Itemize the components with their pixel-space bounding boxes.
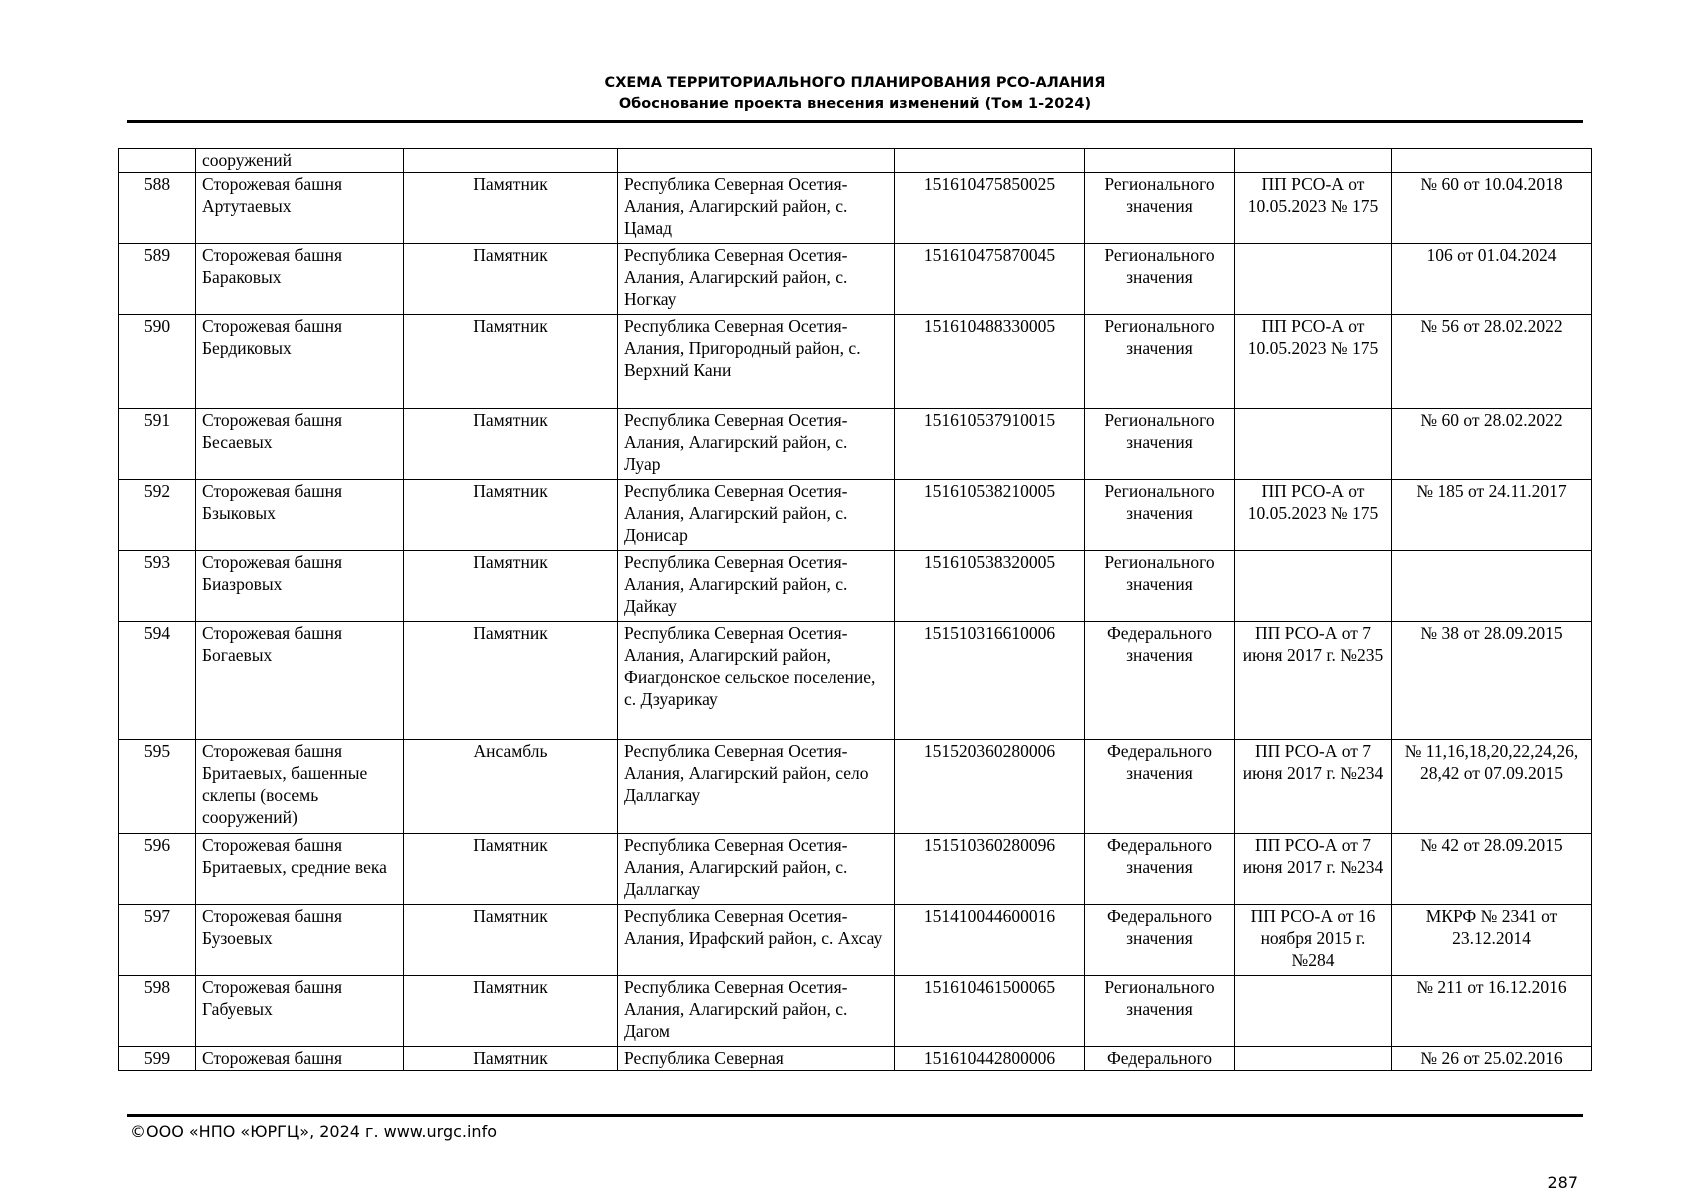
cell-address: Республика Северная Осетия-Алания, Пригородный район, с. Верхний Кани — [618, 315, 895, 409]
cell-type: Памятник — [404, 1047, 618, 1071]
cell-type: Памятник — [404, 622, 618, 740]
cell-code: 151610538210005 — [895, 480, 1085, 551]
header-subtitle: Обоснование проекта внесения изменений (Том 1-2024) — [618, 96, 1092, 112]
cell-registration: № 211 от 16.12.2016 — [1392, 976, 1592, 1047]
cell-name: Сторожевая башня Габуевых — [196, 976, 404, 1047]
cell-name: Сторожевая башня Бесаевых — [196, 409, 404, 480]
cell-registration: № 38 от 28.09.2015 — [1392, 622, 1592, 740]
cell-name: Сторожевая башня Богаевых — [196, 622, 404, 740]
cell-address: Республика Северная Осетия-Алания, Алагирский район, с. Ногкау — [618, 244, 895, 315]
cell-number: 596 — [119, 834, 196, 905]
cell-act — [1235, 149, 1392, 173]
cell-act — [1235, 409, 1392, 480]
cell-code — [895, 149, 1085, 173]
footer-copyright: ©ООО «НПО «ЮРГЦ», 2024 г. www.urgc.info — [130, 1122, 497, 1141]
cell-code: 151510316610006 — [895, 622, 1085, 740]
cell-number: 589 — [119, 244, 196, 315]
cell-act — [1235, 976, 1392, 1047]
cell-registration: № 60 от 28.02.2022 — [1392, 409, 1592, 480]
cell-address: Республика Северная Осетия-Алания, Алагирский район, с. Луар — [618, 409, 895, 480]
cell-category: Федерального значения — [1085, 834, 1235, 905]
cell-number: 593 — [119, 551, 196, 622]
cell-registration: 106 от 01.04.2024 — [1392, 244, 1592, 315]
cell-registration: № 56 от 28.02.2022 — [1392, 315, 1592, 409]
table-row — [119, 976, 1592, 1047]
cell-name: Сторожевая башня — [196, 1047, 404, 1071]
cell-code: 151520360280006 — [895, 740, 1085, 834]
cell-registration — [1392, 149, 1592, 173]
cell-category: Федерального значения — [1085, 740, 1235, 834]
cell-name: Сторожевая башня Бзыковых — [196, 480, 404, 551]
cell-number: 590 — [119, 315, 196, 409]
table-row-continuation — [119, 149, 1592, 173]
cell-type: Памятник — [404, 976, 618, 1047]
cell-registration: № 26 от 25.02.2016 — [1392, 1047, 1592, 1071]
cell-category: Регионального значения — [1085, 551, 1235, 622]
cell-category: Регионального значения — [1085, 315, 1235, 409]
cell-registration: № 11,16,18,20,22,24,26, 28,42 от 07.09.2015 — [1392, 740, 1592, 834]
cell-address: Республика Северная Осетия-Алания, Алагирский район, Фиагдонское сельское поселение, с. Дзуарикау — [618, 622, 895, 740]
header-rule — [127, 120, 1583, 123]
cell-act: ПП РСО-А от 7 июня 2017 г. №235 — [1235, 622, 1392, 740]
cell-number: 592 — [119, 480, 196, 551]
cell-number — [119, 149, 196, 173]
cell-code: 151410044600016 — [895, 905, 1085, 976]
table-row — [119, 315, 1592, 409]
cell-name: Сторожевая башня Бузоевых — [196, 905, 404, 976]
cell-category: Регионального значения — [1085, 244, 1235, 315]
heritage-table — [118, 148, 1592, 1071]
cell-name: сооружений — [196, 149, 404, 173]
cell-category: Федерального значения — [1085, 905, 1235, 976]
cell-address: Республика Северная Осетия-Алания, Алагирский район, с. Даллагкау — [618, 834, 895, 905]
cell-type: Памятник — [404, 480, 618, 551]
cell-registration: № 60 от 10.04.2018 — [1392, 173, 1592, 244]
cell-name: Сторожевая башня Бердиковых — [196, 315, 404, 409]
cell-type: Памятник — [404, 409, 618, 480]
cell-act: ПП РСО-А от 7 июня 2017 г. №234 — [1235, 740, 1392, 834]
cell-number: 591 — [119, 409, 196, 480]
cell-number: 588 — [119, 173, 196, 244]
table-row — [119, 740, 1592, 834]
cell-address: Республика Северная — [618, 1047, 895, 1071]
cell-address: Республика Северная Осетия-Алания, Алагирский район, с. Цамад — [618, 173, 895, 244]
cell-name: Сторожевая башня Бритаевых, башенные склепы (восемь сооружений) — [196, 740, 404, 834]
cell-registration: № 185 от 24.11.2017 — [1392, 480, 1592, 551]
cell-code: 151510360280096 — [895, 834, 1085, 905]
cell-act: ПП РСО-А от 16 ноября 2015 г. №284 — [1235, 905, 1392, 976]
cell-code: 151610488330005 — [895, 315, 1085, 409]
cell-number: 598 — [119, 976, 196, 1047]
page-header — [127, 73, 1583, 115]
cell-registration: МКРФ № 2341 от 23.12.2014 — [1392, 905, 1592, 976]
cell-act: ПП РСО-А от 10.05.2023 № 175 — [1235, 173, 1392, 244]
cell-type: Памятник — [404, 315, 618, 409]
table-row — [119, 244, 1592, 315]
cell-act — [1235, 551, 1392, 622]
cell-code: 151610461500065 — [895, 976, 1085, 1047]
cell-type: Памятник — [404, 834, 618, 905]
cell-number: 597 — [119, 905, 196, 976]
cell-category: Регионального значения — [1085, 409, 1235, 480]
cell-registration — [1392, 551, 1592, 622]
cell-number: 595 — [119, 740, 196, 834]
table-row — [119, 905, 1592, 976]
cell-code: 151610538320005 — [895, 551, 1085, 622]
cell-type — [404, 149, 618, 173]
cell-address: Республика Северная Осетия-Алания, Алагирский район, село Даллагкау — [618, 740, 895, 834]
cell-address: Республика Северная Осетия-Алания, Ирафский район, с. Ахсау — [618, 905, 895, 976]
cell-code: 151610442800006 — [895, 1047, 1085, 1071]
table-row — [119, 409, 1592, 480]
header-title: СХЕМА ТЕРРИТОРИАЛЬНОГО ПЛАНИРОВАНИЯ РСО-АЛАНИЯ — [604, 75, 1106, 91]
cell-category: Регионального значения — [1085, 976, 1235, 1047]
cell-act: ПП РСО-А от 7 июня 2017 г. №234 — [1235, 834, 1392, 905]
cell-code: 151610537910015 — [895, 409, 1085, 480]
cell-registration: № 42 от 28.09.2015 — [1392, 834, 1592, 905]
cell-category: Федерального значения — [1085, 622, 1235, 740]
cell-code: 151610475850025 — [895, 173, 1085, 244]
page-number: 287 — [1547, 1173, 1578, 1192]
footer-rule — [127, 1114, 1583, 1117]
cell-act — [1235, 1047, 1392, 1071]
cell-type: Памятник — [404, 244, 618, 315]
cell-type: Памятник — [404, 905, 618, 976]
cell-type: Ансамбль — [404, 740, 618, 834]
cell-address — [618, 149, 895, 173]
cell-act: ПП РСО-А от 10.05.2023 № 175 — [1235, 480, 1392, 551]
cell-category: Федерального — [1085, 1047, 1235, 1071]
cell-type: Памятник — [404, 551, 618, 622]
table-row — [119, 1047, 1592, 1071]
cell-number: 599 — [119, 1047, 196, 1071]
table-row — [119, 173, 1592, 244]
cell-address: Республика Северная Осетия-Алания, Алагирский район, с. Дагом — [618, 976, 895, 1047]
cell-act: ПП РСО-А от 10.05.2023 № 175 — [1235, 315, 1392, 409]
cell-name: Сторожевая башня Биазровых — [196, 551, 404, 622]
cell-name: Сторожевая башня Артутаевых — [196, 173, 404, 244]
table-row — [119, 551, 1592, 622]
cell-category: Регионального значения — [1085, 480, 1235, 551]
cell-number: 594 — [119, 622, 196, 740]
cell-category: Регионального значения — [1085, 173, 1235, 244]
cell-act — [1235, 244, 1392, 315]
cell-category — [1085, 149, 1235, 173]
table-row — [119, 622, 1592, 740]
cell-type: Памятник — [404, 173, 618, 244]
table-row — [119, 834, 1592, 905]
cell-address: Республика Северная Осетия-Алания, Алагирский район, с. Дайкау — [618, 551, 895, 622]
cell-name: Сторожевая башня Бараковых — [196, 244, 404, 315]
cell-name: Сторожевая башня Бритаевых, средние века — [196, 834, 404, 905]
cell-address: Республика Северная Осетия-Алания, Алагирский район, с. Донисар — [618, 480, 895, 551]
table-body — [119, 149, 1592, 1071]
cell-code: 151610475870045 — [895, 244, 1085, 315]
table-row — [119, 480, 1592, 551]
